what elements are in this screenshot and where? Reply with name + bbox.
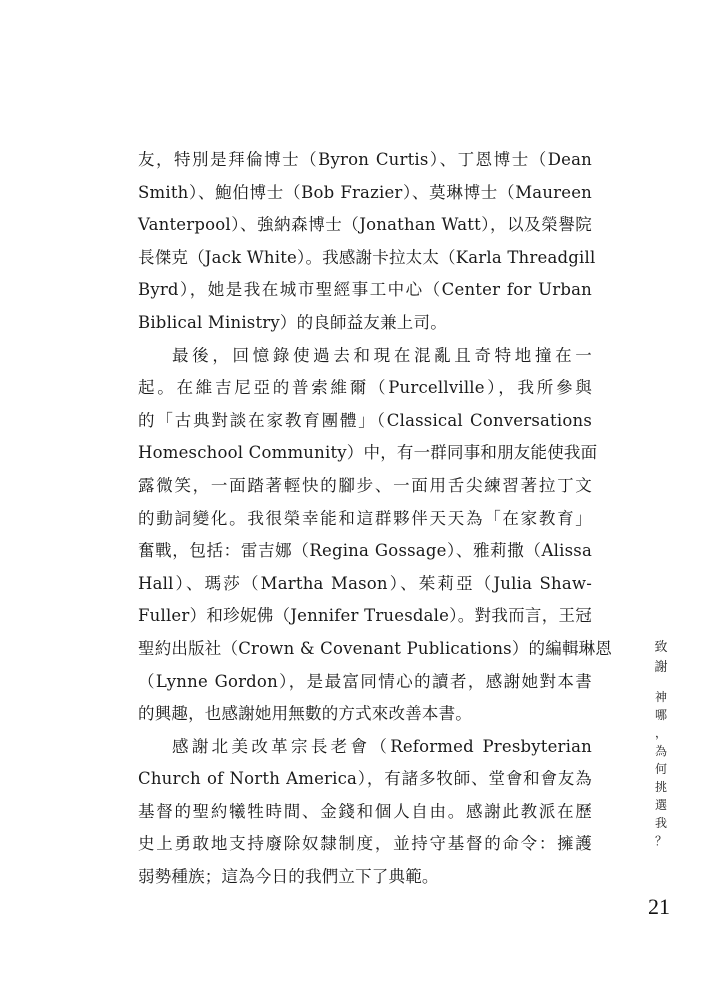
book-title-char: ，: [654, 726, 667, 740]
running-header: [648, 638, 674, 850]
page-number: 21: [648, 894, 670, 919]
text-line: 露微笑，一面踏著輕快的腳步、一面用舌尖練習著拉丁文: [138, 475, 592, 495]
section-title-char: 致: [654, 640, 668, 655]
text-line: 史上勇敢地支持廢除奴隸制度，並持守基督的命令：擁護: [138, 834, 592, 854]
text-line: 基督的聖約犧牲時間、金錢和個人自由。感謝此教派在歷: [138, 801, 592, 821]
text-line: 起。在維吉尼亞的普索維爾（Purcellville），我所參與: [138, 378, 592, 398]
text-line: Homeschool Community）中，有一群同事和朋友能使我面: [138, 443, 598, 463]
text-line: Smith）、鮑伯博士（Bob Frazier）、莫琳博士（Maureen: [138, 182, 592, 202]
text-line: 的「古典對談在家教育團體」（Classical Conversations: [138, 410, 592, 430]
text-line: 最後，回憶錄使過去和現在混亂且奇特地撞在一: [172, 345, 592, 365]
text-line: Hall）、瑪莎（Martha Mason）、茱莉亞（Julia Shaw-: [138, 573, 592, 593]
text-line: 的興趣，也感謝她用無數的方式來改善本書。: [138, 704, 472, 724]
book-title: [648, 688, 674, 850]
section-title-char: 謝: [654, 660, 668, 675]
text-line: （Lynne Gordon），是最富同情心的讀者，感謝她對本書: [138, 671, 592, 691]
section-title: [648, 638, 674, 678]
book-title-char: 何: [654, 762, 667, 776]
text-line: 的動詞變化。我很榮幸能和這群夥伴天天為「在家教育」: [138, 508, 592, 528]
book-title-char: 挑: [654, 780, 667, 794]
book-title-char: 我: [654, 816, 667, 830]
text-line: 奮戰，包括：雷吉娜（Regina Gossage）、雅莉撒（Alissa: [138, 541, 592, 561]
text-line: 長傑克（Jack White）。我感謝卡拉太太（Karla Threadgill: [138, 247, 596, 267]
book-title-char: ？: [654, 834, 667, 848]
book-title-char: 哪: [654, 708, 667, 722]
book-title-char: 選: [654, 798, 667, 812]
text-line: 友，特別是拜倫博士（Byron Curtis）、丁恩博士（Dean: [138, 150, 592, 169]
text-line: Fuller）和珍妮佛（Jennifer Truesdale）。對我而言，王冠: [138, 606, 592, 626]
text-line: 聖約出版社（Crown & Covenant Publications）的編輯琳恩: [138, 638, 613, 658]
text-line: Biblical Ministry）的良師益友兼上司。: [138, 312, 447, 332]
book-title-char: 為: [654, 744, 667, 758]
text-line: Vanterpool）、強納森博士（Jonathan Watt），以及榮譽院: [138, 215, 592, 235]
text-line: 感謝北美改革宗長老會（Reformed Presbyterian: [172, 736, 592, 756]
body-text: [138, 144, 613, 894]
text-line: 弱勢種族；這為今日的我們立下了典範。: [138, 867, 439, 887]
text-line: Church of North America），有諸多牧師、堂會和會友為: [138, 769, 592, 789]
book-title-char: 神: [654, 690, 667, 704]
text-line: Byrd），她是我在城市聖經事工中心（Center for Urban: [138, 280, 592, 300]
